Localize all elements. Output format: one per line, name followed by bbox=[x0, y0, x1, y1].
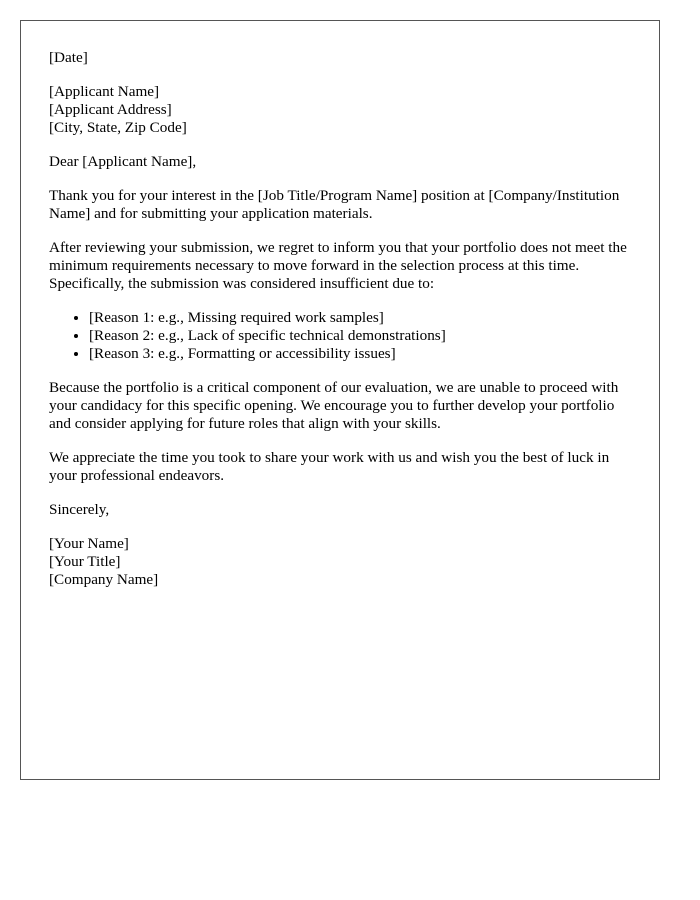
recipient-address: [Applicant Address] bbox=[49, 101, 172, 118]
paragraph-decision: After reviewing your submission, we regret to inform you that your portfolio does not meet the minimum requirements necessary to move forward in the selection process at this time. Specifically, the submission was considered insufficient due to: bbox=[49, 239, 627, 292]
letter-body bbox=[49, 49, 639, 605]
reason-item: • [Reason 3: e.g., Formatting or accessibility issues] bbox=[89, 345, 639, 363]
paragraph-intro: Thank you for your interest in the [Job Title/Program Name] position at [Company/Institution Name] and for submitting your application materials. bbox=[49, 187, 620, 222]
reason-item: • [Reason 2: e.g., Lack of specific technical demonstrations] bbox=[89, 327, 639, 345]
signature-block bbox=[49, 535, 639, 589]
recipient-block bbox=[49, 83, 639, 137]
signature-name: [Your Name] bbox=[49, 535, 129, 552]
closing: Sincerely, bbox=[49, 501, 110, 518]
reason-item: • [Reason 1: e.g., Missing required work samples] bbox=[89, 309, 639, 327]
reasons-list bbox=[49, 309, 639, 363]
salutation: Dear [Applicant Name], bbox=[49, 153, 197, 170]
letter-date: [Date] bbox=[49, 49, 88, 66]
recipient-name: [Applicant Name] bbox=[49, 83, 160, 100]
paragraph-closing-remarks: We appreciate the time you took to share your work with us and wish you the best of luck in your professional endeavors. bbox=[49, 449, 610, 484]
paragraph-outcome: Because the portfolio is a critical component of our evaluation, we are unable to proceed with your candidacy for this specific opening. We encourage you to further develop your portfolio and consider applying for future roles that align with your skills. bbox=[49, 379, 619, 432]
signature-title: [Your Title] bbox=[49, 553, 121, 570]
recipient-city-state-zip: [City, State, Zip Code] bbox=[49, 119, 187, 136]
letter-page bbox=[20, 20, 660, 780]
signature-company: [Company Name] bbox=[49, 571, 159, 588]
